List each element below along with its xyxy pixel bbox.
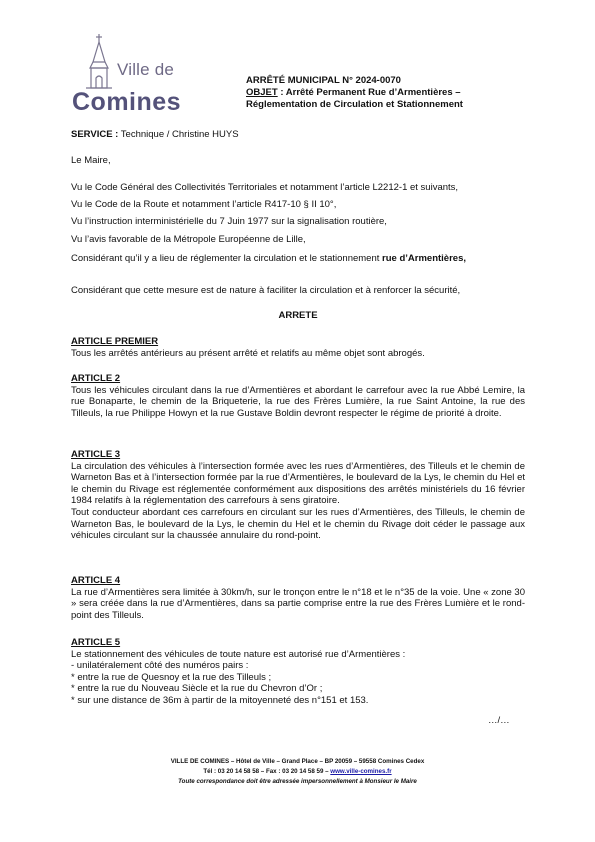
article-3-text: La circulation des véhicules à l’intersection formée avec les rues d’Armentières, des Tilleuls et le chemin de Warneton Bas et à l’intersection formée par la rue d’Armentières, le boulevard de la Lys, le chemin du Hel et le chemin du Rivage est réglementée conformément aux dispositions des arrêtés ministériels du 16 février 1984 relatifs à la réglementation des carrefours à sens giratoire. (71, 460, 525, 507)
article-5-line-4: * entre la rue du Nouveau Siècle et la rue du Chevron d’Or ; (71, 683, 323, 695)
service-label: SERVICE : (71, 129, 119, 140)
article-1 (71, 336, 525, 359)
arrete-heading: ARRETE (278, 310, 318, 321)
footer-address: VILLE DE COMINES – Hôtel de Ville – Grand Place – BP 20059 – 59558 Comines Cedex (170, 758, 425, 765)
article-4 (71, 575, 525, 621)
decree-object (246, 87, 546, 99)
considerant-1-text: Considérant qu’il y a lieu de réglementer la circulation et le stationnement (71, 253, 383, 264)
article-1-title: ARTICLE PREMIER (71, 336, 159, 347)
page-footer (0, 757, 595, 787)
footer-website-link[interactable]: www.ville-comines.fr (330, 768, 392, 775)
article-1-text: Tous les arrêtés antérieurs au présent arrêté et relatifs au même objet sont abrogés. (71, 347, 425, 359)
footer-contact (0, 767, 595, 777)
service-line (71, 129, 525, 141)
article-3 (71, 449, 525, 542)
considerant-2: Considérant que cette mesure est de nature à faciliter la circulation et à renforcer la sécurité, (71, 285, 461, 296)
article-2-text: Tous les véhicules circulant dans la rue d’Armentières et abordant le carrefour avec la rue Abbé Lemire, la rue Bonaparte, le chemin de la Briqueterie, la rue des Frères Lumière, la rue Saint Antoine, la rue des Tilleuls, la rue Philippe Howyn et la rue Gustave Boldin devront respecter le régime de priorité à droite. (71, 384, 525, 419)
article-3-text-2: Tout conducteur abordant ces carrefours en circulant sur les rues d’Armentières, des Tilleuls, le chemin de Warneton Bas, le boulevard de la Lys, le chemin du Hel et le chemin du Rivage doit céder le passage aux véhicules circulant sur la chaussée annulaire du rond-point. (71, 506, 525, 542)
decree-title: ARRÊTÉ MUNICIPAL N° 2024-0070 (246, 75, 401, 86)
logo-text-ville: Ville de (117, 60, 175, 79)
article-5-line-3: * entre la rue de Quesnoy et la rue des Tilleuls ; (71, 671, 272, 683)
article-5-line-5: * sur une distance de 36m à partir de la mitoyenneté des n°151 et 153. (71, 694, 369, 706)
continuation-mark: …/… (488, 715, 510, 726)
article-5-title: ARTICLE 5 (71, 637, 121, 648)
article-4-title: ARTICLE 4 (71, 575, 121, 586)
logo-text-comines: Comines (72, 88, 182, 116)
article-5-line-2: - unilatéralement côté des numéros pairs : (71, 660, 249, 672)
article-2 (71, 373, 525, 419)
article-5-line-1: Le stationnement des véhicules de toute nature est autorisé rue d’Armentières : (71, 648, 406, 660)
considerant-1 (71, 253, 525, 265)
church-spire-icon (84, 34, 114, 90)
service-value: Technique / Christine HUYS (118, 129, 239, 140)
article-4-text: La rue d’Armentières sera limitée à 30km/h, sur le tronçon entre le n°18 et le n°35 de la voie. Une « zone 30 » sera créée dans la rue d’Armentières, dans sa partie comprise entre la rue des Frères Lumière et le rond-point des Tilleuls. (71, 586, 525, 621)
article-3-title: ARTICLE 3 (71, 449, 121, 460)
document-header (246, 75, 546, 111)
intro-text: Le Maire, (71, 155, 111, 166)
legal-basis-1: Vu le Code Général des Collectivités Territoriales et notamment l’article L2212-1 et suivants, (71, 182, 459, 193)
legal-basis-2: Vu le Code de la Route et notamment l’article R417-10 § II 10°, (71, 199, 337, 210)
article-5 (71, 637, 525, 707)
object-text: : Arrêté Permanent Rue d’Armentières – (277, 87, 461, 98)
city-logo (70, 34, 190, 118)
footer-notice: Toute correspondance doit être adressée impersonnellement à Monsieur le Maire (178, 778, 417, 785)
object-text-line2: Réglementation de Circulation et Stationnement (246, 99, 463, 110)
object-label: OBJET (246, 87, 278, 98)
footer-phone-fax: Tél : 03 20 14 58 58 – Fax : 03 20 14 58 59 – (203, 768, 331, 775)
considerant-1-street: rue d’Armentières, (382, 253, 466, 264)
legal-basis-4: Vu l’avis favorable de la Métropole Européenne de Lille, (71, 234, 306, 245)
legal-basis-3: Vu l’instruction interministérielle du 7 Juin 1977 sur la signalisation routière, (71, 216, 387, 227)
article-2-title: ARTICLE 2 (71, 373, 121, 384)
